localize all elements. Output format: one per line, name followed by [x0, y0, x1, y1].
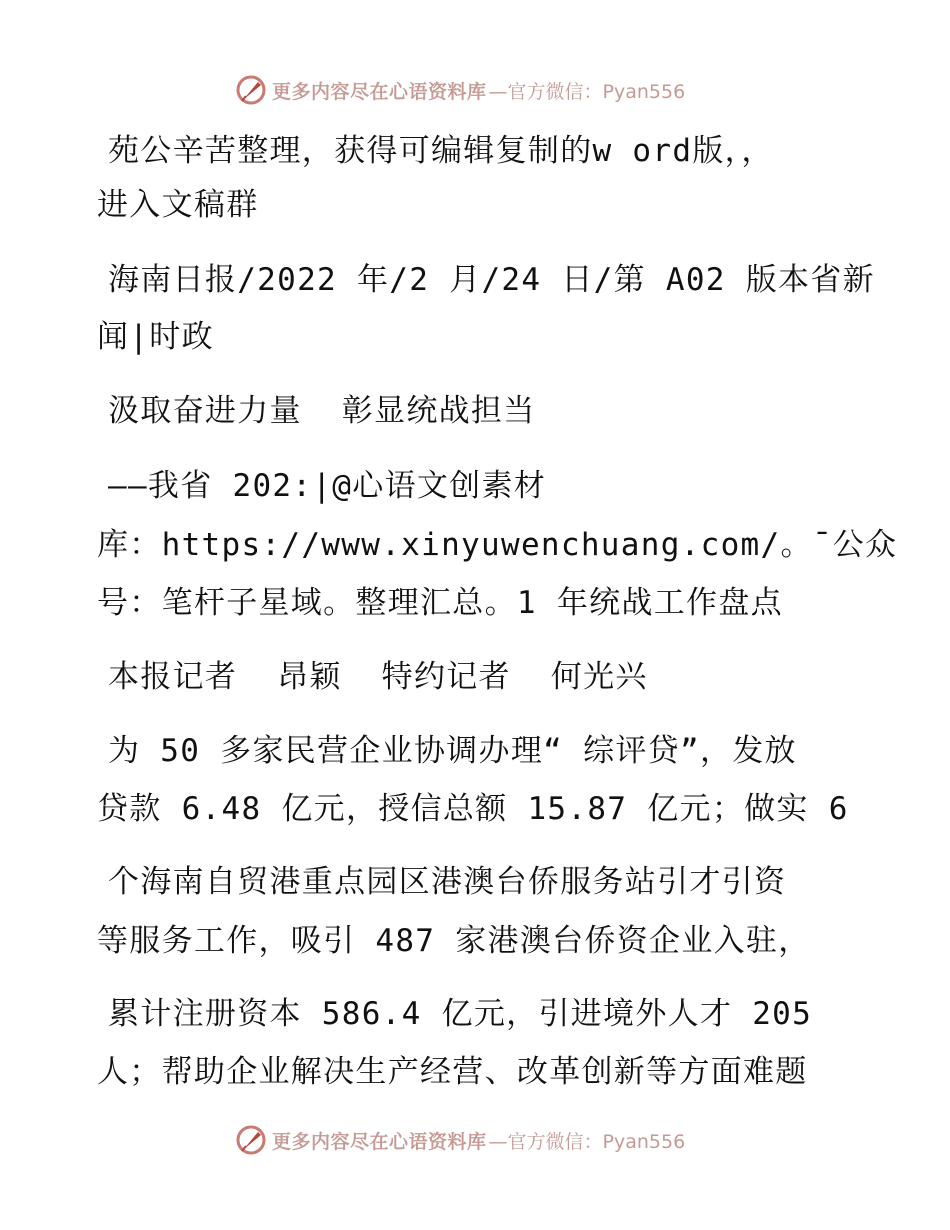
text-line: 闻|时政 [97, 319, 214, 355]
text-line: 人；帮助企业解决生产经营、改革创新等方面难题 [97, 1054, 808, 1090]
text-line: 号：笔杆子星域。整理汇总。1 年统战工作盘点 [97, 585, 783, 621]
text-line: 库：https://www.xinyuwenchuang.com/。¯公众 [97, 527, 898, 563]
subheadline: ——我省 202:|@心语文创素材 [108, 468, 547, 504]
text-line: 进入文稿群 [97, 187, 259, 223]
quill-logo-icon [234, 73, 268, 107]
text-line: 贷款 6.48 亿元，授信总额 15.87 亿元；做实 6 [97, 791, 849, 827]
watermark-text: 更多内容尽在心语资料库 [272, 1130, 487, 1153]
watermark-suffix: —官方微信：Pyan556 [488, 1130, 686, 1153]
byline: 本报记者 昂颖 特约记者 何光兴 [108, 659, 648, 695]
watermark-text: 更多内容尽在心语资料库 [272, 80, 487, 103]
text-line: 苑公辛苦整理，获得可编辑复制的w ord版，， [108, 133, 774, 169]
header-watermark [234, 72, 685, 108]
text-line: 个海南自贸港重点园区港澳台侨服务站引才引资 [108, 864, 787, 900]
footer-watermark [234, 1122, 685, 1158]
text-line: 为 50 多家民营企业协调办理“ 综评贷”，发放 [108, 733, 797, 769]
text-line: 累计注册资本 586.4 亿元，引进境外人才 205 [108, 996, 813, 1032]
watermark-suffix: —官方微信：Pyan556 [488, 80, 686, 103]
text-line: 海南日报/2022 年/2 月/24 日/第 A02 版本省新 [108, 262, 875, 298]
quill-logo-icon [234, 1123, 268, 1157]
headline: 汲取奋进力量 彰显统战担当 [108, 393, 536, 429]
text-line: 等服务工作，吸引 487 家港澳台侨资企业入驻， [97, 923, 811, 959]
